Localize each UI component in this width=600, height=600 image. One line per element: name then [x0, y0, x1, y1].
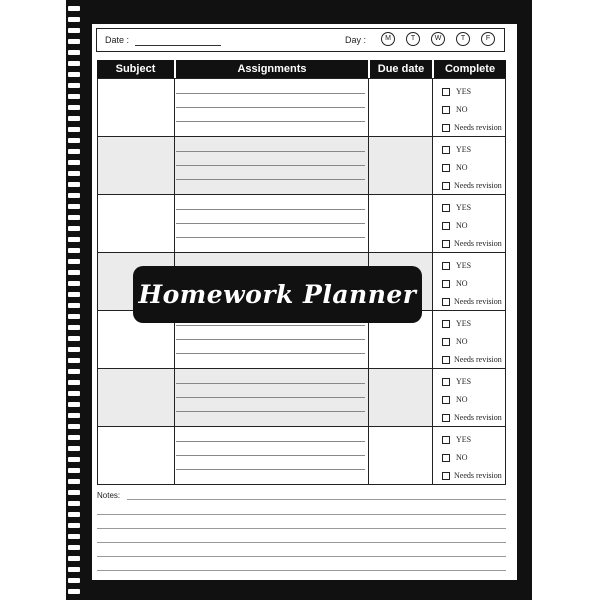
option-label: NO	[456, 163, 468, 172]
column-divider	[432, 137, 433, 194]
option-label: Needs revision	[454, 413, 502, 422]
due-date-cell[interactable]	[369, 369, 433, 426]
assignment-line	[176, 121, 365, 122]
assignment-line	[176, 93, 365, 94]
notes-line[interactable]	[97, 528, 506, 529]
checkbox[interactable]	[442, 298, 450, 306]
coil	[68, 204, 80, 209]
notes-line[interactable]	[97, 542, 506, 543]
coil	[68, 545, 80, 550]
column-divider	[432, 311, 433, 368]
table-row	[97, 426, 506, 485]
option-label: YES	[456, 377, 472, 386]
coil	[68, 314, 80, 319]
column-divider	[174, 369, 175, 426]
header-due-date: Due date	[370, 60, 432, 78]
coil	[68, 61, 80, 66]
option-no[interactable]	[442, 279, 468, 288]
table-row	[97, 368, 506, 427]
option-label: Needs revision	[454, 123, 502, 132]
option-no[interactable]	[442, 453, 468, 462]
coil	[68, 193, 80, 198]
notes-line[interactable]	[97, 514, 506, 515]
option-yes[interactable]	[442, 145, 471, 154]
checkbox[interactable]	[442, 262, 450, 270]
option-no[interactable]	[442, 163, 468, 172]
column-divider	[368, 427, 369, 484]
coil	[68, 369, 80, 374]
coil	[68, 578, 80, 583]
title-banner: Homework Planner	[133, 266, 422, 323]
option-label: YES	[456, 261, 472, 270]
column-divider	[432, 195, 433, 252]
checkbox[interactable]	[442, 164, 450, 172]
coil	[68, 589, 80, 594]
checkbox[interactable]	[442, 454, 450, 462]
coil	[68, 490, 80, 495]
checkbox[interactable]	[442, 396, 450, 404]
option-no[interactable]	[442, 395, 468, 404]
coil	[68, 468, 80, 473]
coil	[68, 215, 80, 220]
column-divider	[368, 195, 369, 252]
coil	[68, 6, 80, 11]
coil	[68, 281, 80, 286]
option-needs-revision[interactable]	[442, 297, 502, 306]
option-label: NO	[456, 337, 468, 346]
coil	[68, 116, 80, 121]
coil	[68, 501, 80, 506]
option-label: NO	[456, 395, 468, 404]
coil	[68, 94, 80, 99]
option-label: YES	[456, 435, 472, 444]
option-yes[interactable]	[442, 203, 471, 212]
coil	[68, 149, 80, 154]
coil	[68, 534, 80, 539]
option-label: NO	[456, 105, 468, 114]
column-divider	[432, 253, 433, 310]
checkbox[interactable]	[442, 222, 450, 230]
option-needs-revision[interactable]	[442, 239, 502, 248]
due-date-cell[interactable]	[369, 79, 433, 136]
coil	[68, 72, 80, 77]
checkbox[interactable]	[442, 106, 450, 114]
coil	[68, 127, 80, 132]
option-label: Needs revision	[454, 471, 502, 480]
day-friday[interactable]: F	[481, 32, 495, 46]
coil	[68, 358, 80, 363]
option-label: NO	[456, 221, 468, 230]
coil	[68, 523, 80, 528]
day-tuesday[interactable]: T	[406, 32, 420, 46]
column-divider	[174, 137, 175, 194]
coil	[68, 160, 80, 165]
header-complete: Complete	[434, 60, 506, 78]
coil	[68, 479, 80, 484]
coil	[68, 292, 80, 297]
coil	[68, 17, 80, 22]
due-date-cell[interactable]	[369, 427, 433, 484]
checkbox[interactable]	[442, 124, 450, 132]
day-wednesday[interactable]: W	[431, 32, 445, 46]
notes-line[interactable]	[127, 499, 506, 500]
assignment-line	[176, 223, 365, 224]
assignment-line	[176, 165, 365, 166]
assignment-line	[176, 441, 365, 442]
coil	[68, 138, 80, 143]
day-label: Day :	[345, 35, 367, 45]
checkbox[interactable]	[442, 338, 450, 346]
due-date-cell[interactable]	[369, 195, 433, 252]
coil	[68, 402, 80, 407]
date-field[interactable]	[135, 45, 221, 46]
subject-cell[interactable]	[98, 195, 175, 252]
column-divider	[432, 79, 433, 136]
column-divider	[432, 369, 433, 426]
notes-label: Notes:	[97, 491, 121, 500]
column-divider	[432, 427, 433, 484]
assignment-line	[176, 237, 365, 238]
subject-cell[interactable]	[98, 79, 175, 136]
checkbox[interactable]	[442, 240, 450, 248]
date-label: Date :	[105, 35, 130, 45]
day-thursday[interactable]: T	[456, 32, 470, 46]
coil	[68, 391, 80, 396]
table-row	[97, 78, 506, 137]
column-divider	[174, 427, 175, 484]
assignment-line	[176, 383, 365, 384]
table-row	[97, 194, 506, 253]
coil	[68, 336, 80, 341]
coil	[68, 28, 80, 33]
option-no[interactable]	[442, 221, 468, 230]
checkbox[interactable]	[442, 414, 450, 422]
coil	[68, 556, 80, 561]
option-label: YES	[456, 319, 472, 328]
assignment-line	[176, 455, 365, 456]
coil	[68, 413, 80, 418]
checkbox[interactable]	[442, 378, 450, 386]
option-yes[interactable]	[442, 435, 471, 444]
assignment-line	[176, 469, 365, 470]
option-needs-revision[interactable]	[442, 355, 502, 364]
coil	[68, 303, 80, 308]
option-label: NO	[456, 453, 468, 462]
coil	[68, 512, 80, 517]
spiral-binding	[66, 0, 82, 600]
column-divider	[368, 79, 369, 136]
coil	[68, 380, 80, 385]
column-divider	[174, 79, 175, 136]
coil	[68, 446, 80, 451]
subject-cell[interactable]	[98, 137, 175, 194]
checkbox[interactable]	[442, 436, 450, 444]
due-date-cell[interactable]	[369, 137, 433, 194]
assignment-line	[176, 339, 365, 340]
subject-cell[interactable]	[98, 369, 175, 426]
checkbox[interactable]	[442, 204, 450, 212]
coil	[68, 237, 80, 242]
option-yes[interactable]	[442, 261, 471, 270]
subject-cell[interactable]	[98, 427, 175, 484]
assignment-line	[176, 107, 365, 108]
coil	[68, 226, 80, 231]
option-label: NO	[456, 279, 468, 288]
coil	[68, 83, 80, 88]
option-label: Needs revision	[454, 181, 502, 190]
checkbox[interactable]	[442, 88, 450, 96]
option-label: Needs revision	[454, 355, 502, 364]
column-divider	[368, 137, 369, 194]
header-assignments: Assignments	[176, 60, 368, 78]
checkbox[interactable]	[442, 280, 450, 288]
coil	[68, 325, 80, 330]
option-needs-revision[interactable]	[442, 413, 502, 422]
date-day-bar	[96, 28, 505, 52]
notes-line[interactable]	[97, 556, 506, 557]
option-no[interactable]	[442, 337, 468, 346]
option-yes[interactable]	[442, 377, 471, 386]
assignment-line	[176, 325, 365, 326]
coil	[68, 171, 80, 176]
table-row	[97, 136, 506, 195]
option-no[interactable]	[442, 105, 468, 114]
coil	[68, 567, 80, 572]
assignment-line	[176, 209, 365, 210]
coil	[68, 270, 80, 275]
coil	[68, 39, 80, 44]
assignment-line	[176, 397, 365, 398]
checkbox[interactable]	[442, 146, 450, 154]
assignment-line	[176, 151, 365, 152]
coil	[68, 457, 80, 462]
option-label: YES	[456, 203, 472, 212]
option-yes[interactable]	[442, 319, 471, 328]
coil	[68, 259, 80, 264]
option-needs-revision[interactable]	[442, 471, 502, 480]
checkbox[interactable]	[442, 182, 450, 190]
coil	[68, 105, 80, 110]
option-label: Needs revision	[454, 297, 502, 306]
coil	[68, 248, 80, 253]
option-needs-revision[interactable]	[442, 181, 502, 190]
coil	[68, 435, 80, 440]
assignment-line	[176, 353, 365, 354]
checkbox[interactable]	[442, 320, 450, 328]
column-divider	[368, 369, 369, 426]
coil	[68, 50, 80, 55]
notes-line[interactable]	[97, 570, 506, 571]
checkbox[interactable]	[442, 472, 450, 480]
option-label: YES	[456, 87, 472, 96]
coil	[68, 182, 80, 187]
checkbox[interactable]	[442, 356, 450, 364]
option-yes[interactable]	[442, 87, 471, 96]
assignment-line	[176, 179, 365, 180]
assignment-line	[176, 411, 365, 412]
day-monday[interactable]: M	[381, 32, 395, 46]
coil	[68, 424, 80, 429]
option-needs-revision[interactable]	[442, 123, 502, 132]
column-divider	[174, 195, 175, 252]
option-label: YES	[456, 145, 472, 154]
header-subject: Subject	[97, 60, 174, 78]
option-label: Needs revision	[454, 239, 502, 248]
coil	[68, 347, 80, 352]
